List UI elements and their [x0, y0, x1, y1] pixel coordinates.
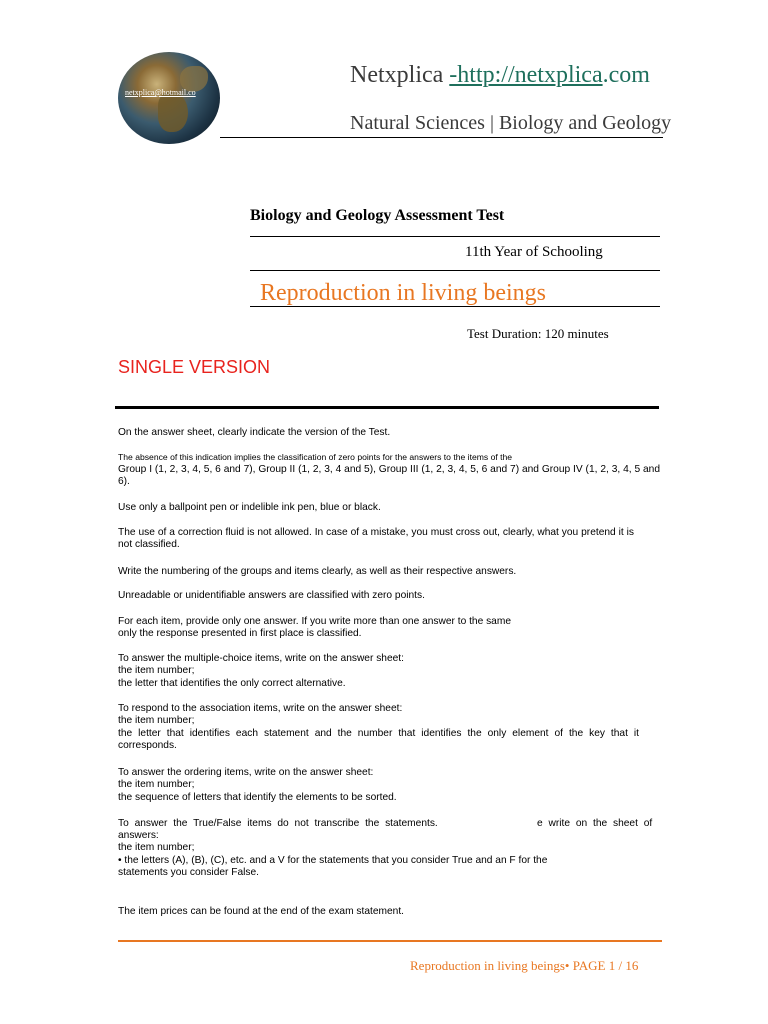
site-subtitle: Natural Sciences | Biology and Geology	[350, 112, 672, 134]
tf-intro-answers: answers:	[118, 830, 159, 841]
title-divider	[250, 236, 660, 237]
brand-name: Netxplica	[350, 62, 450, 88]
topic-title: Reproduction in living beings	[260, 280, 546, 306]
tf-intro-continued: e write on the sheet of	[537, 818, 653, 829]
version-label: SINGLE VERSION	[118, 357, 271, 377]
tf-intro: To answer the True/False items do not transcribe the statements.	[118, 818, 438, 829]
mc-intro: To answer the multiple-choice items, write on the answer sheet:	[118, 653, 404, 664]
tf-letters: • the letters (A), (B), (C), etc. and a V for the statements that you consider True and an F for the statements you consider False.	[118, 855, 548, 878]
ordering-intro: To answer the ordering items, write on the answer sheet:	[118, 767, 374, 778]
ordering-item-number: the item number;	[118, 779, 195, 790]
instruction-version: On the answer sheet, clearly indicate the version of the Test.	[118, 427, 391, 438]
instruction-groups: Group I (1, 2, 3, 4, 5, 6 and 7), Group II (1, 2, 3, 4 and 5), Group III (1, 2, 3, 4, 5, 6 and 7) and Group IV (1, 2, 3, 4, 5 and 6).	[118, 464, 660, 487]
instruction-one-answer-a: For each item, provide only one answer. If you write more than one answer to the same	[118, 616, 511, 627]
brand-tld: .com	[602, 62, 650, 88]
mc-item-number: the item number;	[118, 665, 195, 676]
tf-item-number: the item number;	[118, 842, 195, 853]
association-intro: To respond to the association items, write on the answer sheet:	[118, 703, 403, 714]
instruction-correction: The use of a correction fluid is not allowed. In case of a mistake, you must cross out, clearly, what you pretend it is not classified.	[118, 527, 634, 550]
site-brand	[350, 62, 650, 89]
year-divider	[250, 270, 660, 271]
test-title: Biology and Geology Assessment Test	[250, 207, 505, 224]
globe-land	[158, 92, 188, 132]
footer-divider	[118, 940, 662, 942]
ordering-sequence: the sequence of letters that identify the elements to be sorted.	[118, 792, 397, 803]
instruction-numbering: Write the numbering of the groups and items clearly, as well as their respective answers.	[118, 566, 517, 577]
instruction-one-answer-b: only the response presented in first place is classified.	[118, 628, 362, 639]
association-item-number: the item number;	[118, 715, 195, 726]
footer-title: Reproduction in living beings	[410, 958, 565, 973]
school-year: 11th Year of Schooling	[465, 244, 603, 260]
page-footer	[410, 958, 638, 974]
page-number: • PAGE 1 / 16	[564, 958, 639, 973]
item-prices-note: The item prices can be found at the end of the exam statement.	[118, 906, 404, 917]
association-letter: the letter that identifies each statement and the number that identifies the only element of the key that it corresponds.	[118, 728, 639, 751]
globe-logo	[118, 52, 220, 144]
topic-divider	[250, 306, 660, 307]
header-divider	[220, 137, 663, 138]
section-divider	[115, 406, 659, 409]
instruction-absence: The absence of this indication implies the classification of zero points for the answers to the items of the	[118, 452, 513, 462]
instruction-pen: Use only a ballpoint pen or indelible ink pen, blue or black.	[118, 502, 381, 513]
email-link[interactable]: netxplica@hotmail.co	[125, 88, 196, 97]
mc-letter: the letter that identifies the only correct alternative.	[118, 678, 346, 689]
test-duration: Test Duration: 120 minutes	[467, 326, 609, 341]
site-link[interactable]: -http://netxplica	[449, 62, 603, 88]
instruction-unreadable: Unreadable or unidentifiable answers are classified with zero points.	[118, 590, 425, 601]
